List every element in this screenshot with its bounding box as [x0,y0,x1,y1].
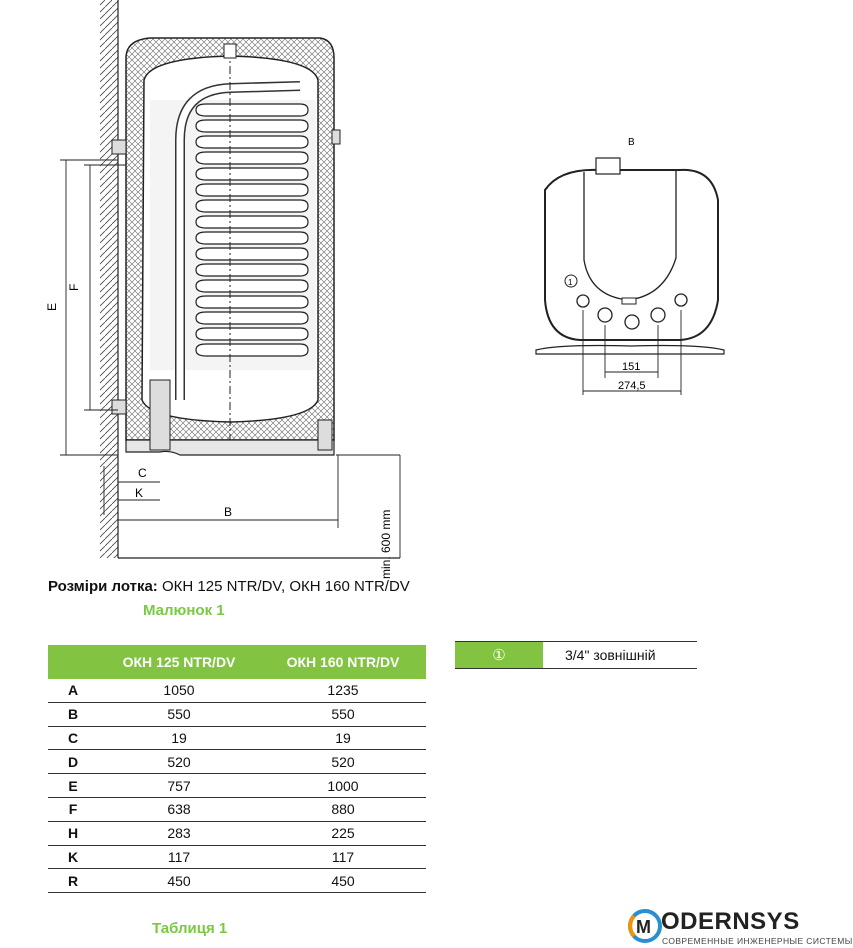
coil-turn [196,168,308,180]
row-key: F [48,797,98,821]
drawing-caption [48,578,410,595]
row-value-160: 450 [260,869,426,893]
bottom-dim-151: 151 [622,361,641,373]
logo-initial: M [636,917,651,937]
row-value-160: 520 [260,750,426,774]
table-row [48,821,426,845]
modernsys-logo [626,906,853,948]
header-key [48,645,98,679]
row-key: D [48,750,98,774]
boiler-section [112,38,340,455]
bottom-dim-274: 274,5 [618,380,646,392]
coil-turn [196,200,308,212]
table-row [48,869,426,893]
legend-text: 3/4" зовнішній [543,642,697,669]
header-model-160: ОКН 160 NTR/DV [260,645,426,679]
coil-turn [196,296,308,308]
coil-turn [196,312,308,324]
table-header-row [48,645,426,679]
row-key: C [48,726,98,750]
coil-turn [196,152,308,164]
coil-turn [196,184,308,196]
dim-label-K: K [135,486,144,500]
row-value-160: 880 [260,797,426,821]
coil-turn [196,120,308,132]
row-value-125: 757 [98,774,260,798]
row-value-125: 450 [98,869,260,893]
row-value-160: 1000 [260,774,426,798]
row-value-160: 117 [260,845,426,869]
logo-mark [626,906,666,946]
dimensions-table [48,645,426,893]
coil-turn [196,216,308,228]
legend-row [455,642,697,669]
row-value-125: 1050 [98,679,260,702]
row-value-125: 117 [98,845,260,869]
row-value-125: 550 [98,702,260,726]
coil-turn [196,248,308,260]
coil-turn [196,328,308,340]
row-key: B [48,702,98,726]
caption-models: ОКН 125 NTR/DV, ОКН 160 NTR/DV [157,578,410,595]
table-row [48,726,426,750]
row-key: H [48,821,98,845]
table-row [48,679,426,702]
bottom-label-B: B [628,137,635,148]
coil-turn [196,136,308,148]
dim-label-min600: min. 600 mm [379,509,393,579]
coil-turn [196,344,308,356]
row-key: K [48,845,98,869]
table-row [48,774,426,798]
caption-bold: Розміри лотка: [48,578,158,595]
coil-turn [196,264,308,276]
coil-turn [196,104,308,116]
table-row [48,845,426,869]
dim-label-B: B [224,505,233,519]
row-value-125: 283 [98,821,260,845]
logo-subtitle: СОВРЕМЕННЫЕ ИНЖЕНЕРНЫЕ СИСТЕМЫ [662,936,853,946]
row-value-160: 550 [260,702,426,726]
bottom-view [536,158,724,395]
table-row [48,702,426,726]
row-value-125: 19 [98,726,260,750]
dim-label-C: C [138,466,147,480]
table-row [48,797,426,821]
row-value-125: 520 [98,750,260,774]
row-key: R [48,869,98,893]
logo-name: ODERNSYS [661,908,800,935]
figure-label: Малюнок 1 [143,602,225,619]
dim-label-F: F [67,283,81,291]
row-value-160: 225 [260,821,426,845]
legend-symbol: ① [455,642,543,669]
row-value-125: 638 [98,797,260,821]
row-value-160: 1235 [260,679,426,702]
row-key: A [48,679,98,702]
dim-label-E: E [45,302,59,311]
row-key: E [48,774,98,798]
row-value-160: 19 [260,726,426,750]
bottom-marker: 1 [568,278,573,287]
coil-turn [196,232,308,244]
table-row [48,750,426,774]
table-label: Таблиця 1 [152,920,228,937]
coil-turn [196,280,308,292]
header-model-125: ОКН 125 NTR/DV [98,645,260,679]
connection-legend [455,641,697,669]
